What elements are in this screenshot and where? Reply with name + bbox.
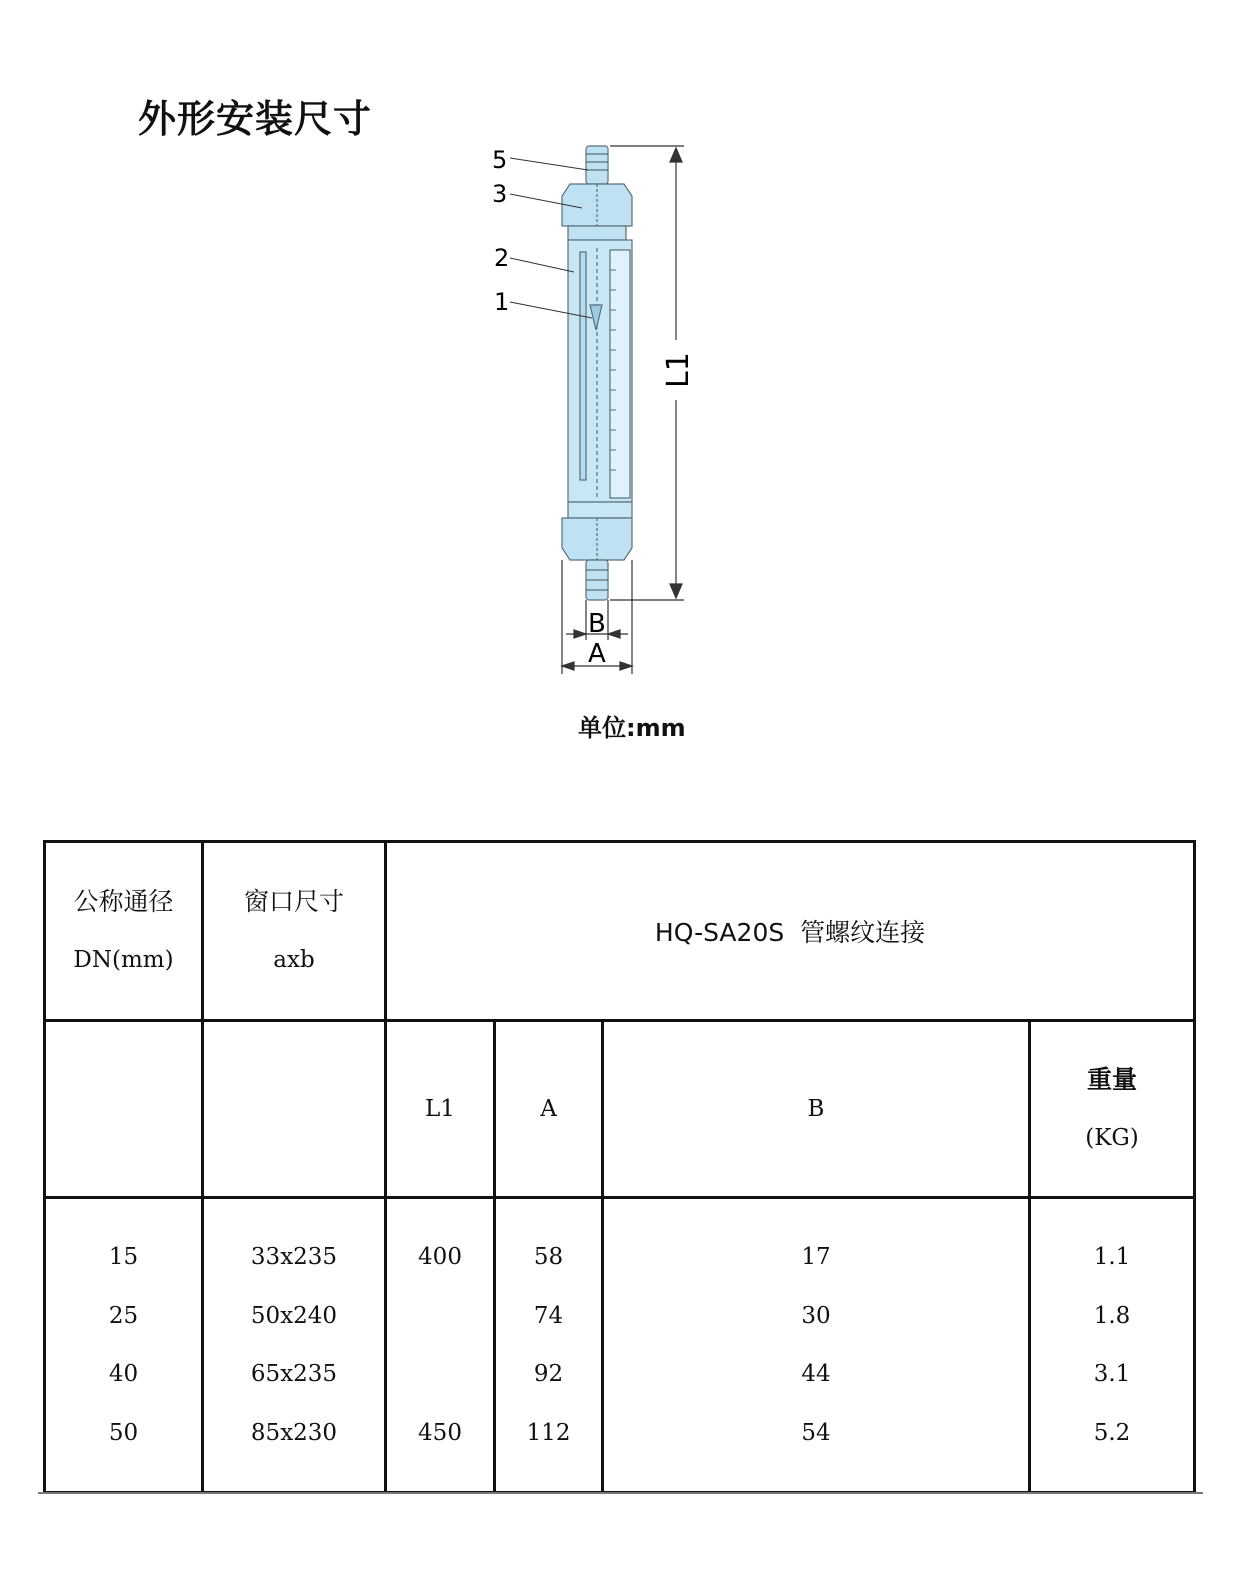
- subheader-b: B: [603, 1021, 1030, 1198]
- b-value: 30: [801, 1302, 831, 1329]
- unit-label: 单位:mm: [578, 714, 686, 742]
- callout-1: 1: [494, 288, 510, 316]
- header-dn: [45, 842, 203, 1021]
- b-dimension-label: B: [588, 609, 606, 639]
- subheader-weight-line1: 重量: [1087, 1065, 1138, 1094]
- meter-tube: [568, 240, 632, 518]
- page-title: 外形安装尺寸: [138, 97, 373, 141]
- l1-value: 400: [418, 1244, 462, 1270]
- dn-value: 40: [108, 1361, 139, 1387]
- window-value: 50x240: [250, 1302, 338, 1329]
- window-value: 85x230: [250, 1419, 338, 1446]
- top-hose-barb: [562, 146, 632, 240]
- dimension-table: [43, 840, 1196, 1494]
- a-values: [495, 1198, 603, 1493]
- subheader-empty-window: [203, 1021, 386, 1198]
- header-model-label: HQ-SA20S 管螺纹连接: [654, 918, 926, 947]
- window-value: 65x235: [250, 1361, 338, 1387]
- table-header-row: [45, 842, 1195, 1021]
- weight-value: 1.1: [1093, 1244, 1131, 1270]
- subheader-weight-line2: (KG): [1085, 1125, 1139, 1151]
- b-values: [603, 1198, 1030, 1493]
- header-window: [203, 842, 386, 1021]
- l1-values: [386, 1198, 495, 1493]
- a-value: 92: [533, 1361, 564, 1387]
- weight-values: [1030, 1198, 1195, 1493]
- header-window-line1: 窗口尺寸: [243, 887, 344, 916]
- bottom-fitting: [562, 518, 632, 600]
- l1-value: [387, 1345, 493, 1404]
- header-dn-line1: 公称通径: [73, 887, 174, 916]
- header-window-line2: axb: [273, 947, 315, 973]
- callout-2: 2: [494, 244, 510, 272]
- weight-value: 3.1: [1093, 1361, 1131, 1387]
- b-value: 44: [801, 1361, 831, 1387]
- a-value: 58: [533, 1244, 564, 1270]
- b-value: 54: [801, 1419, 831, 1446]
- a-value: 74: [533, 1302, 564, 1329]
- l1-dimension-label: L1: [661, 352, 696, 388]
- a-dimension-label: A: [588, 639, 606, 669]
- table-subheader-row: [45, 1021, 1195, 1198]
- a-value: 112: [526, 1419, 571, 1446]
- callout-5: 5: [492, 146, 508, 174]
- l1-value: [387, 1287, 493, 1346]
- dn-value: 15: [108, 1244, 139, 1270]
- subheader-empty-dn: [45, 1021, 203, 1198]
- window-value: 33x235: [250, 1244, 338, 1270]
- weight-value: 1.8: [1093, 1302, 1131, 1329]
- callout-3: 3: [492, 180, 508, 208]
- weight-value: 5.2: [1093, 1419, 1131, 1446]
- b-value: 17: [801, 1244, 831, 1270]
- dn-value: 50: [108, 1419, 139, 1446]
- header-model-group: [386, 842, 1195, 1021]
- window-values: [203, 1198, 386, 1493]
- bottom-divider: [38, 1492, 1203, 1494]
- dn-value: 25: [108, 1302, 139, 1329]
- table-data-row: [45, 1198, 1195, 1493]
- subheader-a: A: [495, 1021, 603, 1198]
- header-dn-line2: DN(mm): [73, 947, 174, 973]
- flowmeter-diagram: [470, 140, 730, 700]
- subheader-weight: [1030, 1021, 1195, 1198]
- l1-value: 450: [418, 1419, 462, 1446]
- subheader-l1: L1: [386, 1021, 495, 1198]
- dn-values: [45, 1198, 203, 1493]
